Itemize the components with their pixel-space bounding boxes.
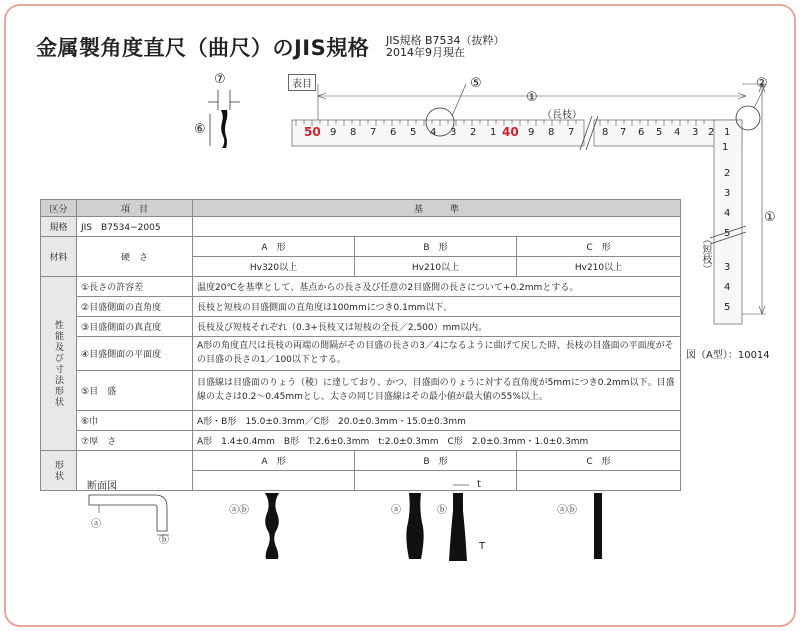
standard-reference: JIS規格 B7534（抜粋）	[386, 34, 505, 47]
shape-b-marker-a: ⓐ	[391, 505, 401, 516]
short-scale-num: 3	[724, 188, 731, 199]
table-row-material-types	[41, 237, 681, 257]
scale-num: 7	[568, 127, 575, 138]
shape-category-cell	[41, 451, 77, 491]
material-type-b: B 形	[355, 237, 517, 257]
shape-c-cell	[517, 471, 681, 516]
callout-6: ⑥	[194, 122, 206, 137]
shape-b-thickness-t: t	[477, 479, 481, 490]
shape-type-c: C 形	[517, 451, 681, 471]
short-scale-num: 3	[724, 262, 731, 273]
table-row	[41, 371, 681, 411]
scale-num: 1	[490, 127, 497, 138]
callout-5: ⑤	[470, 76, 482, 91]
table-row	[41, 317, 681, 337]
header-item: 項 目	[77, 200, 193, 217]
table-row-jis	[41, 217, 681, 237]
callout-1-short: ①	[764, 210, 776, 225]
section-marker-b: ⓑ	[159, 535, 169, 546]
material-value-c: Hv210以上	[517, 257, 681, 277]
callout-7: ⑦	[214, 72, 226, 87]
material-type-a: A 形	[193, 237, 355, 257]
header-standard: 基 準	[193, 200, 681, 217]
callout-2: ②	[756, 76, 768, 91]
scale-num: 7	[370, 127, 377, 138]
table-row-shape-types	[41, 451, 681, 471]
date-note: 2014年9月現在	[386, 46, 465, 59]
row-text: A形・B形 15.0±0.3mm／C形 20.0±0.3mm・15.0±0.3mm	[193, 411, 681, 431]
scale-num: 6	[638, 127, 645, 138]
table-row	[41, 337, 681, 371]
scale-num: 9	[330, 127, 337, 138]
scale-num: 8	[548, 127, 555, 138]
performance-category: 性能及び寸法形状	[53, 319, 63, 408]
table-row	[41, 297, 681, 317]
scale-num: 5	[410, 127, 417, 138]
row-text: 温度20℃を基準として、基点からの長さ及び任意の2目盛間の長さについて+0.2mmとする。	[193, 277, 681, 297]
shape-c-section	[591, 491, 607, 563]
row-item: ③目盛側面の真直度	[77, 317, 193, 337]
scale-num: 7	[620, 127, 627, 138]
page-title: 金属製角度直尺（曲尺）のJIS規格	[36, 36, 370, 60]
document-frame	[4, 4, 796, 627]
table-row	[41, 411, 681, 431]
jis-item: JIS B7534−2005	[77, 217, 193, 237]
material-value-a: Hv320以上	[193, 257, 355, 277]
short-scale-num: 1	[722, 142, 729, 153]
shape-type-a: A 形	[193, 451, 355, 471]
material-item: 硬 さ	[77, 237, 193, 277]
row-text: A形の角度直尺は長枝の両端の間隔がその目盛の長さの3／4になるように曲げて戻した時、長枝の目盛面の平面度がその目盛の長さの1／100以下とする。	[193, 337, 681, 371]
scale-num: 1	[724, 127, 731, 138]
row-text: A形 1.4±0.4mm B形 T:2.6±0.3mm t:2.0±0.3mm C形 2.0±0.3mm・1.0±0.3mm	[193, 431, 681, 451]
spec-table	[40, 199, 681, 552]
shape-category: 形状	[53, 459, 63, 482]
scale-num: 3	[692, 127, 699, 138]
shape-b-section-b	[445, 481, 485, 565]
table-row	[41, 277, 681, 297]
row-item: ⑤目 盛	[77, 371, 193, 411]
scale-num: 4	[674, 127, 681, 138]
shape-b-cell	[355, 471, 517, 552]
scale-num: 6	[390, 127, 397, 138]
callout-1-long: ①	[526, 90, 538, 105]
scale-num: 3	[450, 127, 457, 138]
jis-category: 規格	[41, 217, 77, 237]
short-scale-num: 5	[724, 302, 731, 313]
shape-b-thickness-T: T	[479, 541, 486, 552]
front-side-label: 表目	[288, 74, 316, 91]
scale-num-40: 40	[502, 125, 519, 139]
shape-b-marker-b: ⓑ	[437, 505, 447, 516]
section-diagram-cell	[77, 451, 193, 546]
section-marker-a: ⓐ	[91, 519, 101, 530]
header-category: 区分	[41, 200, 77, 217]
row-item: ①長さの許容差	[77, 277, 193, 297]
scale-num: 8	[350, 127, 357, 138]
row-item: ⑦厚 さ	[77, 431, 193, 451]
performance-category-cell	[41, 277, 77, 451]
short-side-label: （短枝）	[700, 234, 711, 274]
short-scale-num: 2	[724, 168, 731, 179]
shape-a-cell	[193, 471, 355, 516]
scale-num: 8	[602, 127, 609, 138]
table-row	[41, 431, 681, 451]
shape-a-markers: ⓐⓑ	[229, 505, 249, 516]
shape-a-section	[257, 491, 287, 561]
short-scale-num: 4	[724, 208, 731, 219]
material-category: 材料	[41, 237, 77, 277]
short-scale-num: 4	[724, 282, 731, 293]
scale-num: 4	[430, 127, 437, 138]
shape-c-markers: ⓐⓑ	[557, 505, 577, 516]
material-value-b: Hv210以上	[355, 257, 517, 277]
scale-num: 5	[656, 127, 663, 138]
shape-type-b: B 形	[355, 451, 517, 471]
row-text: 長枝及び短枝それぞれ（0.3+長枝又は短枝の全長／2,500）mm以内。	[193, 317, 681, 337]
jis-value	[193, 217, 681, 237]
scale-num: 2	[708, 127, 715, 138]
scale-num: 2	[470, 127, 477, 138]
row-text: 長枝と短枝の目盛側面の直角度は100mmにつき0.1mm以下。	[193, 297, 681, 317]
short-scale-num: 5	[724, 228, 731, 239]
material-type-c: C 形	[517, 237, 681, 257]
row-text: 目盛線は目盛面のりょう（稜）に達しており、かつ、目盛面のりょうに対する直角度が5mmにつき0.2mm以下。目盛線の太さは0.2〜0.45mmとし、太さの同じ目盛線はその最小値が最大値の55%以上。	[193, 371, 681, 411]
shape-b-section-a	[403, 491, 427, 561]
figure-caption: 図（A型）：10014	[686, 350, 770, 361]
section-diagram-label: 断面図	[87, 481, 117, 492]
row-item: ②目盛側面の直角度	[77, 297, 193, 317]
long-side-label: （長枝）	[542, 110, 582, 121]
scale-num: 9	[528, 127, 535, 138]
table-header-row	[41, 200, 681, 217]
row-item: ④目盛側面の平面度	[77, 337, 193, 371]
row-item: ⑥巾	[77, 411, 193, 431]
scale-num-50: 50	[304, 125, 321, 139]
